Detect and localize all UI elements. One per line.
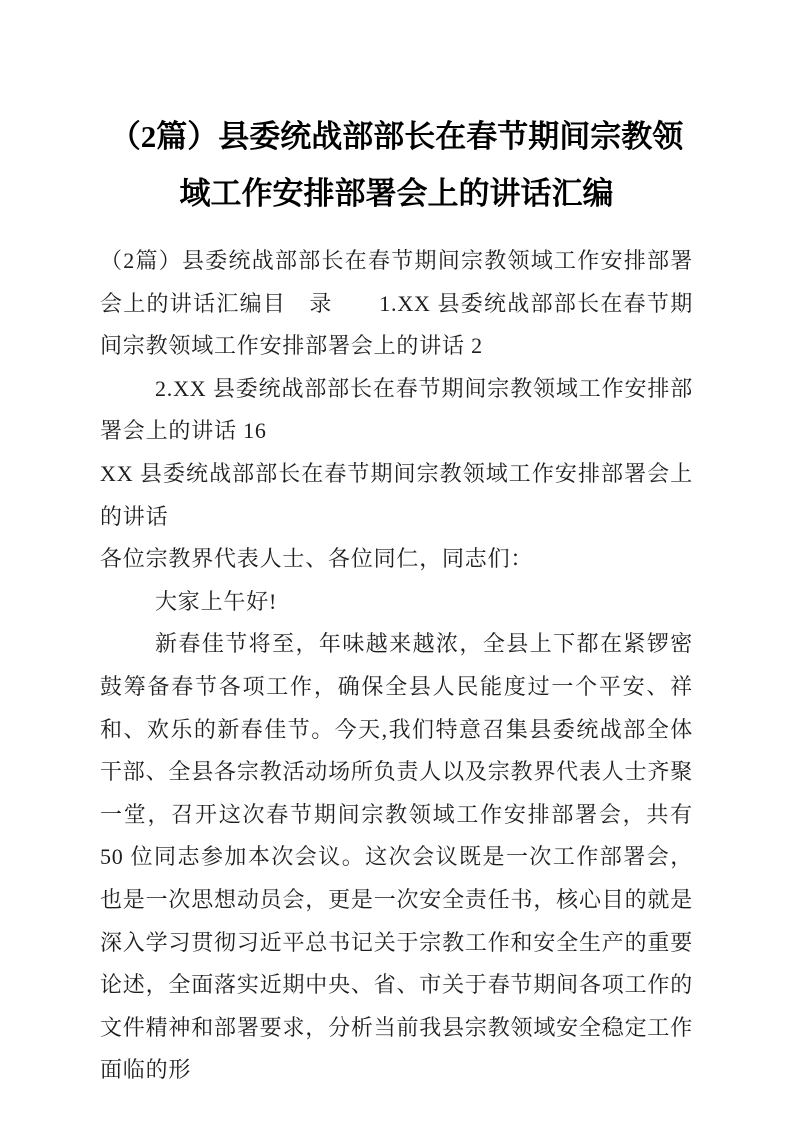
paragraph-speech-title: XX 县委统战部部长在春节期间宗教领域工作安排部署会上的讲话 bbox=[100, 460, 693, 529]
document-body bbox=[100, 240, 693, 1092]
paragraph-salutation: 各位宗教界代表人士、各位同仁，同志们： bbox=[100, 546, 534, 572]
document-title: （2篇）县委统战部部长在春节期间宗教领域工作安排部署会上的讲话汇编 bbox=[109, 119, 684, 211]
paragraph-toc-entry-2: 2.XX 县委统战部部长在春节期间宗教领域工作安排部署会上的讲话 16 bbox=[100, 375, 693, 444]
paragraph-opening: 新春佳节将至，年味越来越浓，全县上下都在紧锣密鼓筹备春节各项工作，确保全县人民能度过一个平安、祥和、欢乐的新春佳节。今天,我们特意召集县委统战部全体干部、全县各宗教活动场所负责人以及宗教界代表人士齐聚一堂，召开这次春节期间宗教领域工作安排部署会，共有 50 位同志参加本次会议。这次会议既是一次工作部署会，也是一次思想动员会，更是一次安全责任书，核心目的就是深入学习贯彻习近平总书记关于宗教工作和安全生产的重要论述，全面落实近期中央、省、市关于春节期间各项工作的文件精神和部署要求，分析当前我县宗教领域安全稳定工作面临的形 bbox=[100, 631, 693, 1083]
paragraph-toc-entry-1: （2篇）县委统战部部长在春节期间宗教领域工作安排部署会上的讲话汇编目 录 1.XX 县委统战部部长在春节期间宗教领域工作安排部署会上的讲话 2 bbox=[100, 248, 693, 359]
paragraph-greeting: 大家上午好! bbox=[155, 588, 278, 614]
